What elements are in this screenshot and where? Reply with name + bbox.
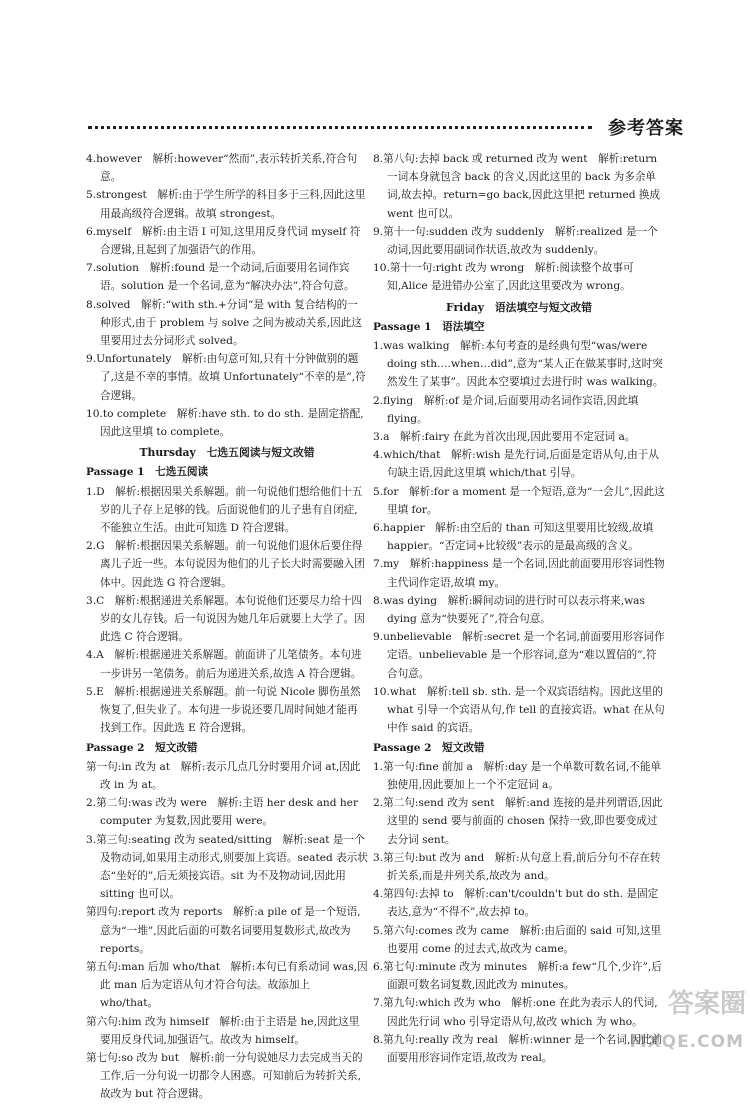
answer-item: 10.第十一句:right 改为 wrong 解析:阅读整个故事可知,Alice 是进错办公室了,因此这里要改为 wrong。 — [373, 262, 634, 293]
answer-item: 5.strongest 解析:由于学生所学的科目多于三科,因此这里用最高级符合逻辑。故填 strongest。 — [86, 189, 366, 220]
answer-item: 10.what 解析:tell sb. sth. 是一个双宾语结构。因此这里的 what 引导一个宾语从句,作 tell 的直接宾语。what 在从句中作 said 的宾语。 — [373, 685, 665, 735]
answer-item: 8.第八句:去掉 back 或 returned 改为 went 解析:return 一词本身就包含 back 的含义,因此这里的 back 为多余单词,故去掉。return=go back,因此这里把 returned 换成 went 也可以。 — [373, 153, 661, 220]
answer-list-error-correction-friday — [373, 758, 665, 1067]
answer-item: 5.for 解析:for a moment 是一个短语,意为“一会儿”,因此这里填 for。 — [373, 485, 665, 516]
answer-list-error-correction-cont — [373, 150, 665, 296]
answer-item: 3.第三句:but 改为 and 解析:从句意上看,前后分句不存在转折关系,而是并列关系,故改为 and。 — [373, 851, 661, 882]
answer-item: 1.D 解析:根据因果关系解题。前一句说他们想给他们十五岁的儿子存上足够的钱。后面说他们的儿子患有自闭症,不能独立生活。由此可知选 D 符合逻辑。 — [86, 485, 363, 535]
answer-item: 6.happier 解析:由空后的 than 可知这里要用比较级,故填 happier。“否定词+比较级”表示的是最高级的含义。 — [373, 522, 654, 553]
answer-list-seven-five — [86, 483, 368, 738]
answer-item: 3.C 解析:根据递进关系解题。本句说他们还要尽力给十四岁的女儿存钱。后一句说因为她几年后就要上大学了。因此选 C 符合逻辑。 — [86, 594, 365, 644]
answer-item: 8.solved 解析:“with sth.+分词”是 with 复合结构的一种形式,由于 problem 与 solve 之间为被动关系,因此这里要用过去分词形式 solved。 — [86, 298, 362, 348]
answer-item: 7.my 解析:happiness 是一个名词,因此前面要用形容词性物主代词作定语,故填 my。 — [373, 558, 665, 589]
passage-heading-2-friday: Passage 2 短文改错 — [373, 741, 485, 754]
answer-item: 5.第六句:comes 改为 came 解析:由后面的 said 可知,这里也要用 come 的过去式,故改为 came。 — [373, 924, 662, 955]
answer-item: 1.第一句:fine 前加 a 解析:day 是一个单数可数名词,不能单独使用,因此要加上一个不定冠词 a。 — [373, 760, 662, 791]
answer-item: 4.which/that 解析:wish 是先行词,后面是定语从句,由于从句缺主语,因此这里填 which/that 引导。 — [373, 449, 659, 480]
answer-item: 第五句:man 后加 who/that 解析:本句已有系动词 was,因此 man 后为定语从句才符合句法。故添加上 who/that。 — [86, 960, 368, 1010]
section-title-friday: Friday 语法填空与短文改错 — [445, 300, 593, 314]
answer-item: 8.第九句:really 改为 real 解析:winner 是一个名词,因此前面要用形容词作定语,故改为 real。 — [373, 1033, 663, 1064]
answer-item: 2.第二句:send 改为 sent 解析:and 连接的是并列谓语,因此这里的 send 要与前面的 chosen 保持一致,即也要变成过去分词 sent。 — [373, 797, 663, 846]
answer-item: 5.E 解析:根据递进关系解题。前一句说 Nicole 脚伤虽然恢复了,但失业了。本句进一步说还要几周时间她才能再找到工作。因此选 E 符合逻辑。 — [86, 685, 361, 735]
answer-item: 6.myself 解析:由主语 I 可知,这里用反身代词 myself 符合逻辑,且起到了加强语气的作用。 — [86, 225, 361, 257]
answer-item: 第一句:in 改为 at 解析:表示几点几分时要用介词 at,因此改 in 为 at。 — [86, 760, 361, 791]
answer-item: 10.to complete 解析:have sth. to do sth. 是固定搭配,因此这里填 to complete。 — [86, 407, 364, 439]
answer-item: 4.however 解析:however“然而”,表示转折关系,符合句意。 — [86, 153, 358, 184]
answer-item: 2.G 解析:根据因果关系解题。前一句说他们退休后要住得离儿子近一些。本句说因为他们的儿子长大时需要融入团体中。因此选 G 符合逻辑。 — [86, 540, 365, 589]
passage-heading-2: Passage 2 短文改错 — [86, 741, 198, 754]
answer-list-tail — [86, 150, 368, 441]
page-header — [88, 114, 684, 140]
passage-heading-1-friday: Passage 1 语法填空 — [373, 320, 485, 333]
answer-item: 2.flying 解析:of 是介词,后面要用动名词作宾语,因此填 flying。 — [373, 394, 639, 425]
answer-item: 7.第九句:which 改为 who 解析:one 在此为表示人的代词,因此先行词 who 引导定语从句,故改 which 为 who。 — [373, 997, 658, 1028]
answer-item: 3.第三句:seating 改为 seated/sitting 解析:seat 是一个及物动词,如果用主动形式,则要加上宾语。seated 表示状态“坐好的”,后无须接宾语。sit 为不及物动词,因此用 sitting 也可以。 — [86, 833, 368, 901]
answer-item: 9.第十一句:sudden 改为 suddenly 解析:realized 是一个动词,因此要用副词作状语,故改为 suddenly。 — [373, 225, 658, 257]
answer-item: 6.第七句:minute 改为 minutes 解析:a few“几个,少许”,后面跟可数名词复数,因此改为 minutes。 — [373, 960, 662, 992]
answer-item: 9.unbelievable 解析:secret 是一个名词,前面要用形容词作定语。unbelievable 是一个形容词,意为“难以置信的”,符合句意。 — [373, 631, 665, 680]
answer-list-grammar-fill — [373, 337, 665, 737]
left-column — [86, 150, 368, 1104]
right-column — [373, 150, 665, 1067]
passage-heading-1: Passage 1 七选五阅读 — [86, 466, 209, 479]
answer-item: 9.Unfortunately 解析:由句意可知,只有十分钟做别的题了,这是不幸的事情。故填 Unfortunately“不幸的是”,符合逻辑。 — [86, 353, 366, 402]
answer-item: 4.A 解析:根据递进关系解题。前面讲了儿笔债务。本句进一步讲另一笔债务。前后为递进关系,故选 A 符合逻辑。 — [86, 649, 362, 680]
answer-item: 8.was dying 解析:瞬间动词的进行时可以表示将来,was dying 意为“快要死了”,符合句意。 — [373, 594, 645, 626]
answer-item: 第七句:so 改为 but 解析:前一分句说她尽力去完成当天的工作,后一分句说一切都令人困惑。可知前后为转折关系,故改为 but 符合逻辑。 — [86, 1051, 363, 1101]
answer-item: 2.第二句:was 改为 were 解析:主语 her desk and her computer 为复数,因此要用 were。 — [86, 797, 359, 828]
answer-item: 4.第四句:去掉 to 解析:can't/couldn't but do sth. 是固定表达,意为“不得不”,故去掉 to。 — [373, 888, 659, 919]
answer-item: 7.solution 解析:found 是一个动词,后面要用名词作宾语。solution 是一个名词,意为“解决办法”,符合句意。 — [86, 262, 355, 293]
answer-item: 第六句:him 改为 himself 解析:由于主语是 he,因此这里要用反身代词,加强语气。故改为 himself。 — [86, 1015, 360, 1046]
header-dotted-rule — [88, 126, 592, 129]
answer-item: 第四句:report 改为 reports 解析:a pile of 是一个短语,意为“一堆”,因此后面的可数名词要用复数形式,故改为 reports。 — [86, 906, 361, 955]
watermark-text: 答案圈 — [667, 989, 746, 1019]
section-title-thursday: Thursday 七选五阅读与短文改错 — [139, 446, 315, 460]
header-title: 参考答案 — [608, 118, 684, 139]
answer-item: 1.was walking 解析:本句考查的是经典句型“was/were doing sth.…when…did”,意为“某人正在做某事时,这时突然发生了某事”。因此本空要填过去进行时 was walking。 — [373, 340, 664, 389]
watermark-url: MXQE.COM — [629, 1032, 744, 1052]
answer-item: 3.a 解析:fairy 在此为首次出现,因此要用不定冠词 a。 — [373, 431, 636, 444]
answer-list-error-correction — [86, 758, 368, 1104]
